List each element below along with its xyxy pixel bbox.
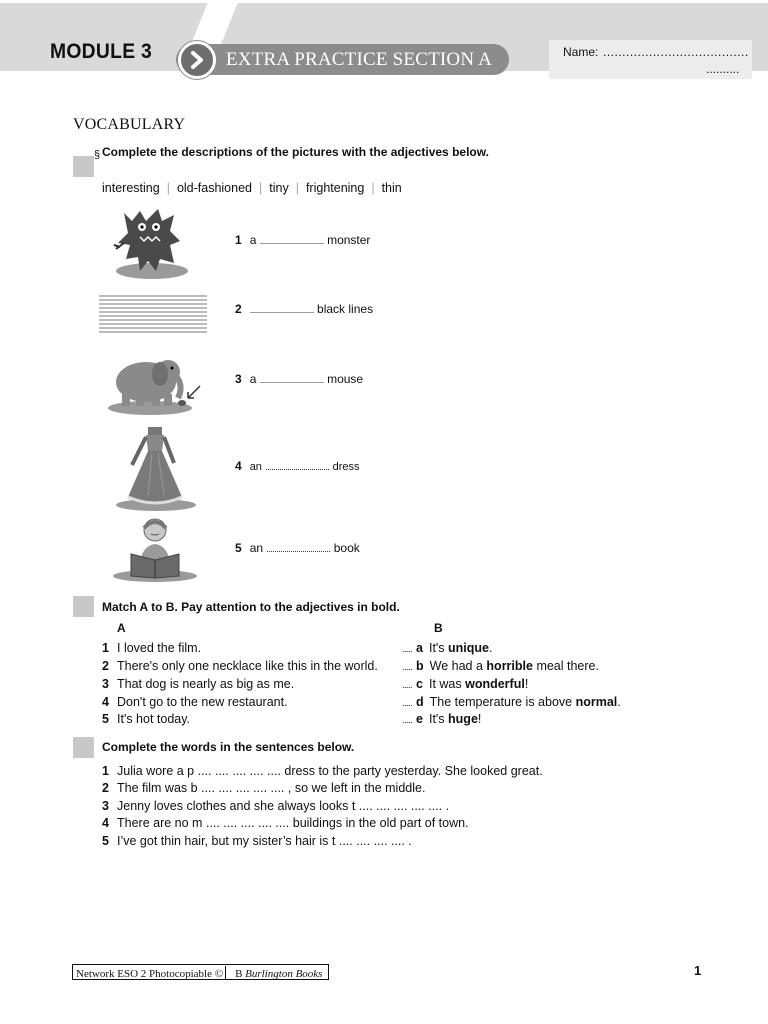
- item-number: 3: [102, 677, 109, 691]
- item-text: meal there.: [532, 659, 599, 673]
- item-text: There's only one necklace like this in the world.: [117, 659, 378, 673]
- dress-picture: [112, 425, 200, 513]
- item-suffix: mouse: [327, 372, 364, 386]
- item-text: .: [489, 641, 493, 655]
- item-text: That dog is nearly as big as me.: [117, 677, 295, 691]
- column-b-item: [402, 695, 621, 709]
- column-a-item: [102, 695, 288, 709]
- answer-blank[interactable]: .....: [402, 644, 413, 654]
- item-text: It's hot today.: [117, 712, 191, 726]
- column-a-item: [102, 677, 294, 691]
- item-letter: d: [416, 695, 424, 709]
- section-title: EXTRA PRACTICE SECTION A: [226, 49, 493, 70]
- item-suffix: book: [333, 541, 360, 555]
- module-title: MODULE 3: [50, 40, 153, 63]
- column-a-item: [102, 659, 378, 673]
- column-a-item: [102, 712, 190, 726]
- bold-adjective: unique: [448, 641, 489, 655]
- item-text: It's: [428, 712, 449, 726]
- word-bank: [102, 181, 402, 195]
- exercise-2-instruction: Match A to B. Pay attention to the adjectives in bold.: [102, 600, 400, 614]
- item-number: 5: [102, 712, 109, 726]
- sentence-text[interactable]: There are no m .... .... .... .... .... buildings in the old part of town.: [117, 816, 469, 830]
- exercise-1-item: [235, 459, 360, 473]
- item-number: 2: [102, 781, 109, 795]
- answer-blank[interactable]: .....: [402, 698, 413, 708]
- item-number: 4: [102, 816, 109, 830]
- column-a-heading: A: [117, 621, 126, 635]
- item-number: 3: [102, 799, 109, 813]
- column-b-item: [402, 677, 528, 691]
- answer-blank[interactable]: .....: [402, 662, 413, 672]
- divider: |: [259, 181, 263, 195]
- exercise-1-instruction: Complete the descriptions of the pictures with the adjectives below.: [102, 145, 489, 159]
- item-suffix: monster: [327, 233, 371, 247]
- word-bank-item: old-fashioned: [176, 181, 252, 195]
- answer-blank[interactable]: ................................: [249, 305, 314, 315]
- item-number: 5: [102, 834, 109, 848]
- exercise-1-item: [235, 233, 370, 247]
- item-suffix: dress: [332, 461, 360, 473]
- sentence-item: [102, 781, 425, 795]
- page-number: 1: [694, 963, 702, 978]
- column-b-item: [402, 712, 481, 726]
- item-text: I loved the film.: [117, 641, 202, 655]
- item-number: 1: [235, 233, 242, 247]
- column-b-item: [402, 659, 599, 673]
- exercise-2-marker: [73, 596, 94, 617]
- item-number: 5: [235, 541, 242, 555]
- item-text: The temperature is above: [429, 695, 576, 709]
- exercise-1-item: [235, 302, 373, 316]
- item-text: We had a: [429, 659, 487, 673]
- item-text: !: [477, 712, 482, 726]
- exercise-1-item: [235, 372, 363, 386]
- item-number: 1: [102, 764, 109, 778]
- item-number: 1: [102, 641, 109, 655]
- word-bank-item: interesting: [102, 181, 160, 195]
- word-bank-item: frightening: [305, 181, 365, 195]
- answer-blank[interactable]: .....: [402, 715, 413, 725]
- item-number: 2: [102, 659, 109, 673]
- answer-blank[interactable]: ................................: [259, 375, 324, 385]
- publisher-name: Burlington Books: [245, 968, 323, 980]
- item-prefix: an: [249, 461, 262, 473]
- vocabulary-heading: VOCABULARY: [73, 116, 186, 133]
- item-letter: b: [416, 659, 424, 673]
- name-field-continued[interactable]: ..........: [706, 62, 740, 76]
- sentence-text[interactable]: Julia wore a p .... .... .... .... .... dress to the party yesterday. She looked great.: [117, 764, 543, 778]
- answer-blank[interactable]: ................................: [265, 462, 330, 472]
- footer-letter: B: [235, 968, 243, 980]
- item-number: 4: [235, 459, 242, 473]
- item-number: 2: [235, 302, 242, 316]
- item-letter: a: [416, 641, 423, 655]
- elephant-mouse-picture: [104, 350, 204, 416]
- footer-text: Network ESO 2 Photocopiable ©: [76, 968, 224, 980]
- monster-picture: [110, 203, 192, 281]
- section-banner: [176, 44, 509, 75]
- item-text: .: [617, 695, 621, 709]
- item-text: !: [524, 677, 529, 691]
- publisher-logo: [225, 966, 231, 980]
- footer-copyright: [72, 964, 329, 980]
- item-text: Don't go to the new restaurant.: [117, 695, 288, 709]
- divider: |: [295, 181, 299, 195]
- bold-adjective: normal: [575, 695, 618, 709]
- column-b-item: [402, 641, 492, 655]
- item-prefix: a: [249, 372, 257, 386]
- name-field[interactable]: ......................................: [603, 45, 749, 59]
- bold-adjective: huge: [448, 712, 478, 726]
- girl-reading-picture: [111, 516, 201, 584]
- sentence-item: [102, 816, 469, 830]
- sentence-item: [102, 834, 412, 848]
- item-text: It's: [428, 641, 449, 655]
- exercise-1-marker: [73, 156, 94, 177]
- chevron-right-icon: [178, 41, 216, 79]
- lines-picture: [99, 294, 207, 334]
- item-prefix: an: [249, 541, 264, 555]
- exercise-1-item: [235, 541, 360, 555]
- sentence-text[interactable]: I’ve got thin hair, but my sister’s hair is t .... .... .... .... .: [117, 834, 412, 848]
- bold-adjective: horrible: [486, 659, 533, 673]
- sentence-item: [102, 799, 449, 813]
- answer-blank[interactable]: ................................: [266, 544, 331, 554]
- section-symbol: §: [94, 149, 101, 161]
- word-bank-item: thin: [381, 181, 402, 195]
- item-number: 4: [102, 695, 109, 709]
- divider: |: [166, 181, 170, 195]
- item-letter: c: [416, 677, 423, 691]
- divider: |: [371, 181, 375, 195]
- item-text: It was: [428, 677, 466, 691]
- answer-blank[interactable]: ................................: [259, 236, 324, 246]
- item-prefix: a: [249, 233, 257, 247]
- sentence-text[interactable]: The film was b .... .... .... .... .... , so we left in the middle.: [117, 781, 426, 795]
- answer-blank[interactable]: .....: [402, 680, 413, 690]
- sentence-text[interactable]: Jenny loves clothes and she always looks t .... .... .... .... .... .: [117, 799, 450, 813]
- item-letter: e: [416, 712, 423, 726]
- column-a-item: [102, 641, 201, 655]
- item-suffix: black lines: [317, 302, 374, 316]
- word-bank-item: tiny: [269, 181, 289, 195]
- column-b-heading: B: [434, 621, 443, 635]
- exercise-3-instruction: Complete the words in the sentences below.: [102, 740, 355, 754]
- exercise-3-marker: [73, 737, 94, 758]
- item-number: 3: [235, 372, 242, 386]
- sentence-item: [102, 764, 543, 778]
- name-label: Name:: [563, 45, 599, 59]
- bold-adjective: wonderful: [465, 677, 525, 691]
